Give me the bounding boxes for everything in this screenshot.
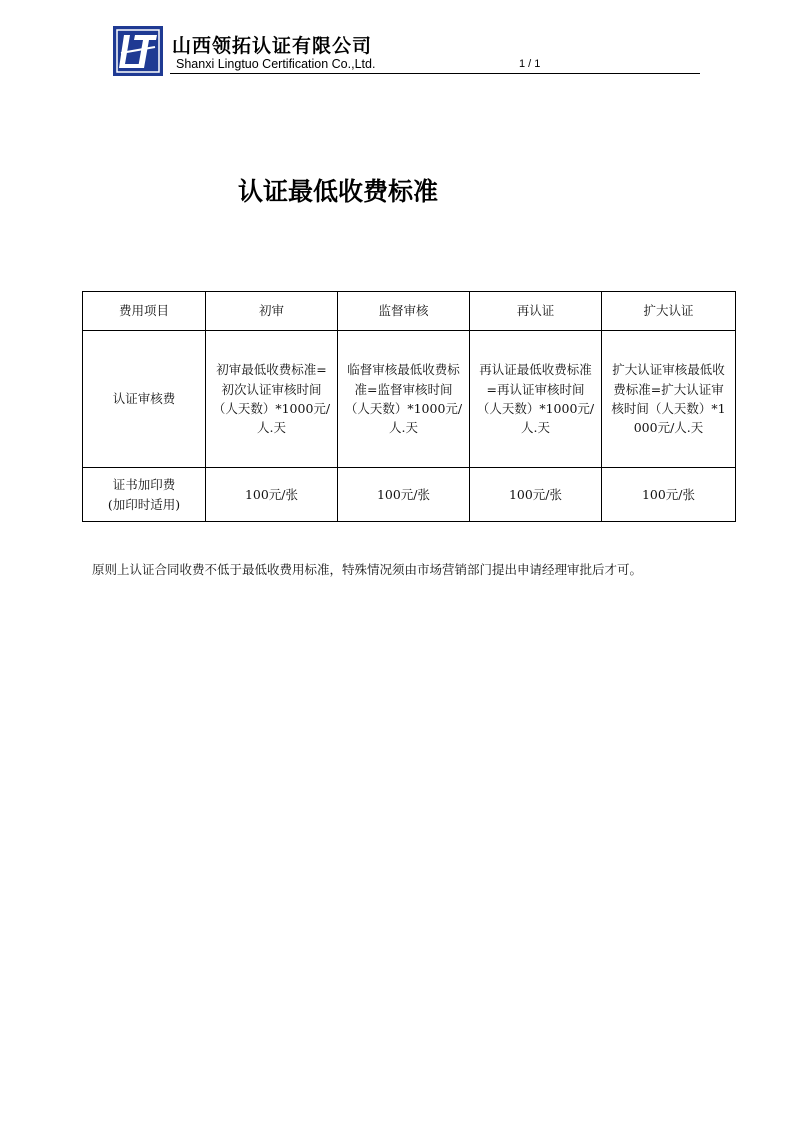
table-cell: 再认证最低收费标准=再认证审核时间（人天数）*1000元/人.天 (470, 331, 602, 468)
table-cell: 扩大认证审核最低收费标准=扩大认证审核时间（人天数）*1000元/人.天 (602, 331, 736, 468)
company-name-cn: 山西领拓认证有限公司 (172, 35, 373, 57)
table-header-row (83, 292, 736, 331)
table-row (83, 331, 736, 468)
fee-standard-table (82, 291, 736, 522)
column-header-initial-audit: 初审 (206, 292, 338, 331)
column-header-surveillance-audit: 监督审核 (338, 292, 470, 331)
company-logo-icon (113, 26, 163, 76)
table-row (83, 468, 736, 522)
row-label-audit-fee: 认证审核费 (83, 331, 206, 468)
table-cell: 100元/张 (602, 468, 736, 522)
document-title: 认证最低收费标准 (238, 177, 439, 206)
table-cell: 临督审核最低收费标准=监督审核时间（人天数）*1000元/人.天 (338, 331, 470, 468)
row-label-line: 证书加印费 (112, 477, 176, 493)
page-indicator: 1 / 1 (519, 58, 541, 70)
row-label-certificate-fee (83, 468, 206, 522)
table-cell: 初审最低收费标准=初次认证审核时间（人天数）*1000元/人.天 (206, 331, 338, 468)
table-cell: 100元/张 (338, 468, 470, 522)
policy-note: 原则上认证合同收费不低于最低收费用标准，特殊情况须由市场营销部门提出申请经理审批后才可。 (92, 562, 643, 577)
table-cell: 100元/张 (206, 468, 338, 522)
table-cell: 100元/张 (470, 468, 602, 522)
column-header-extension: 扩大认证 (602, 292, 736, 331)
column-header-recertification: 再认证 (470, 292, 602, 331)
row-label-line: (加印时适用) (107, 496, 181, 512)
column-header-item: 费用项目 (83, 292, 206, 331)
company-name-en: Shanxi Lingtuo Certification Co.,Ltd. (176, 57, 376, 71)
header-divider (170, 73, 700, 74)
